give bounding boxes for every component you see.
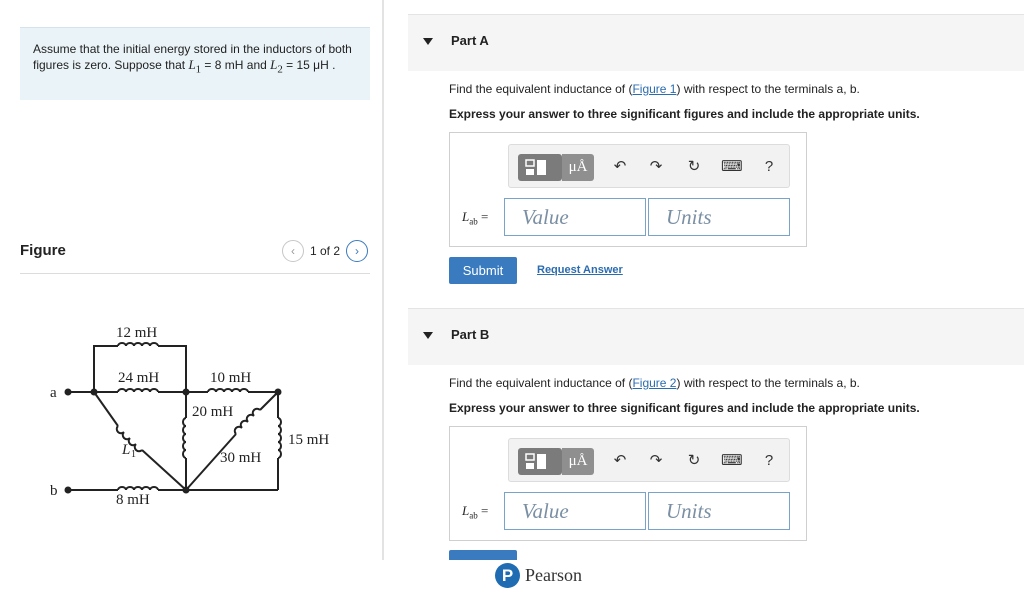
part-b-title: Part B xyxy=(451,327,490,342)
label-l1: L xyxy=(122,442,131,458)
keyboard-icon[interactable]: ⌨ xyxy=(721,158,743,175)
label-30mh: 30 mH xyxy=(220,450,262,466)
lab-equals: = xyxy=(477,503,489,518)
lab-label xyxy=(462,503,488,521)
part-a-title: Part A xyxy=(451,33,489,48)
l2-value: = 15 μH xyxy=(282,58,329,72)
chevron-left-icon: ‹ xyxy=(290,244,295,258)
submit-button-partial[interactable] xyxy=(449,550,517,560)
l2-subscript: 2 xyxy=(277,63,283,76)
pager-text: 1 of 2 xyxy=(309,244,340,258)
caret-down-icon xyxy=(423,38,433,45)
question-text: Find the equivalent inductance of ( xyxy=(449,82,633,96)
reset-icon[interactable]: ↻ xyxy=(687,452,701,469)
label-24mh: 24 mH xyxy=(118,370,160,386)
templates-icon xyxy=(518,448,562,475)
question-text-end: ) with respect to the terminals a, b. xyxy=(676,376,860,390)
redo-icon[interactable]: ↷ xyxy=(649,452,663,469)
terminal-b: b xyxy=(50,483,58,499)
label-12mh: 12 mH xyxy=(116,325,158,341)
math-toolbar xyxy=(508,144,790,188)
help-icon[interactable]: ? xyxy=(764,452,774,469)
figure-header xyxy=(20,242,370,274)
undo-icon[interactable]: ↶ xyxy=(613,452,627,469)
part-a-question xyxy=(449,82,860,96)
chevron-right-icon: › xyxy=(355,244,359,258)
part-b-question xyxy=(449,376,860,390)
problem-text: Assume that the initial energy stored in the inductors of both figures is zero. Suppose that xyxy=(33,42,352,72)
units-input[interactable]: Units xyxy=(648,492,790,530)
units-symbol-button[interactable]: μÅ xyxy=(562,448,594,475)
submit-button[interactable]: Submit xyxy=(449,257,517,284)
lab-subscript: ab xyxy=(469,216,478,227)
value-input[interactable]: Value xyxy=(504,198,646,236)
and-text: and xyxy=(243,58,267,72)
units-input[interactable]: Units xyxy=(648,198,790,236)
part-b-answer-box xyxy=(449,426,807,541)
units-symbol-button[interactable]: μÅ xyxy=(562,154,594,181)
problem-statement xyxy=(20,27,370,100)
lab-equals: = xyxy=(477,209,489,224)
figure-pager xyxy=(282,240,368,262)
question-text-end: ) with respect to the terminals a, b. xyxy=(676,82,860,96)
templates-button[interactable] xyxy=(518,154,562,181)
lab-subscript: ab xyxy=(469,510,478,521)
figure-1-link[interactable]: Figure 1 xyxy=(632,82,677,96)
reset-icon[interactable]: ↻ xyxy=(687,158,701,175)
templates-button[interactable] xyxy=(518,448,562,475)
label-10mh: 10 mH xyxy=(210,370,252,386)
next-figure-button[interactable] xyxy=(346,240,368,262)
figure-2-link[interactable]: Figure 2 xyxy=(632,376,677,390)
l1-value: = 8 mH xyxy=(201,58,244,72)
label-8mh: 8 mH xyxy=(116,492,150,508)
caret-down-icon xyxy=(423,332,433,339)
figure-title: Figure xyxy=(20,242,66,259)
pearson-logo-icon: P xyxy=(495,563,520,588)
l1-subscript: 1 xyxy=(195,63,202,76)
lab-symbol: L xyxy=(462,209,470,224)
pearson-brand: Pearson xyxy=(525,565,582,585)
end-text: . xyxy=(328,58,336,72)
pearson-footer xyxy=(495,563,582,588)
l2-symbol: L xyxy=(270,57,278,72)
label-l1-sub: 1 xyxy=(131,449,136,460)
part-b-instruction: Express your answer to three significant figures and include the appropriate units. xyxy=(449,401,920,415)
request-answer-link[interactable]: Request Answer xyxy=(537,264,623,276)
circuit-diagram xyxy=(38,318,348,508)
prev-figure-button[interactable] xyxy=(282,240,304,262)
redo-icon[interactable]: ↷ xyxy=(649,158,663,175)
left-pane xyxy=(0,0,384,610)
help-icon[interactable]: ? xyxy=(764,158,774,175)
part-a-instruction: Express your answer to three significant figures and include the appropriate units. xyxy=(449,107,920,121)
l1-symbol: L xyxy=(188,57,196,72)
lab-label xyxy=(462,209,488,227)
question-text: Find the equivalent inductance of ( xyxy=(449,376,633,390)
lab-symbol: L xyxy=(462,503,470,518)
terminal-a: a xyxy=(50,385,57,401)
label-15mh: 15 mH xyxy=(288,432,330,448)
undo-icon[interactable]: ↶ xyxy=(613,158,627,175)
pane-divider xyxy=(382,0,384,560)
value-input[interactable]: Value xyxy=(504,492,646,530)
part-a-answer-box xyxy=(449,132,807,247)
math-toolbar xyxy=(508,438,790,482)
part-b-header[interactable] xyxy=(408,308,1024,365)
label-20mh: 20 mH xyxy=(192,404,234,420)
keyboard-icon[interactable]: ⌨ xyxy=(721,452,743,469)
part-a-header[interactable] xyxy=(408,14,1024,71)
templates-icon xyxy=(518,154,562,181)
